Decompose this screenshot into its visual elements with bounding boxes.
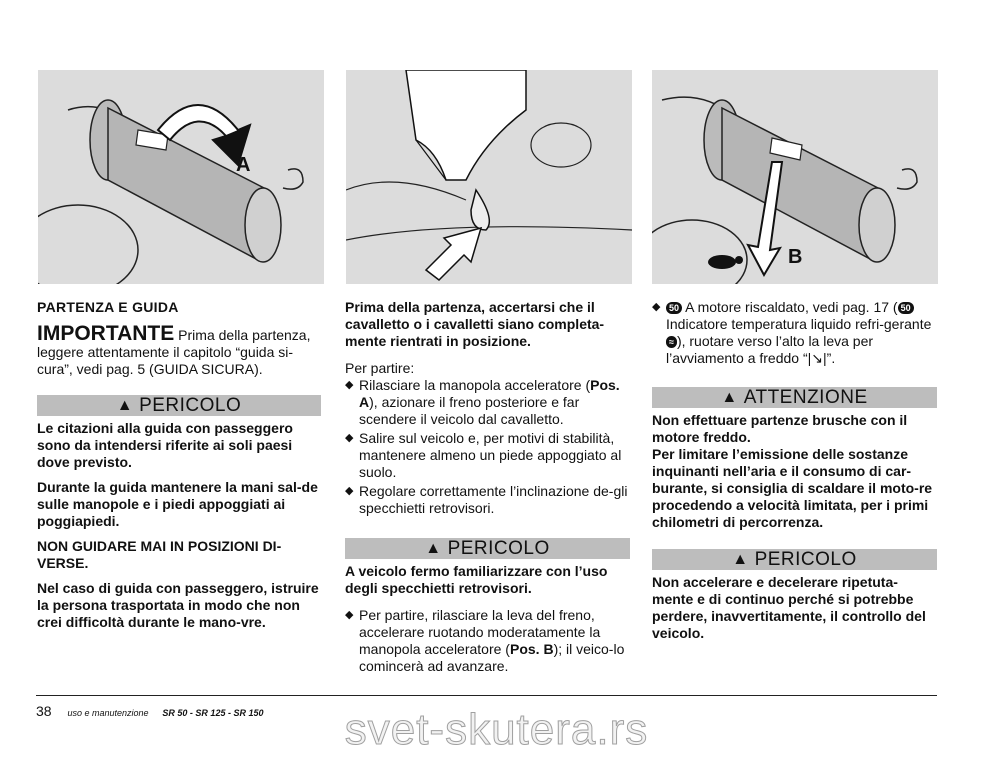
danger-text-4: Nel caso di guida con passeggero, istruire la persona trasportata in modo che non crei difficoltà durante le mano-vre.	[37, 580, 319, 630]
temperature-icon: ≈	[666, 336, 677, 348]
illustration-stand	[346, 70, 632, 284]
cold-start-list	[652, 299, 937, 367]
danger-banner-2	[345, 538, 630, 559]
manual-title: uso e manutenzione	[67, 708, 149, 718]
start-list	[345, 607, 630, 675]
warning-icon: ▲	[732, 550, 749, 568]
warning-icon: ▲	[116, 396, 134, 414]
model-50-badge: 50	[666, 302, 682, 314]
list-item: ◆ Per partire, rilasciare la leva del freno, accelerare ruotando moderatamente la manopola acceleratore (Pos. B); il veico-lo comincerà ad avanzare.	[345, 607, 630, 675]
important-note	[37, 322, 321, 378]
choke-symbol: |↘|	[807, 350, 827, 366]
list-item: ◆ Salire sul veicolo e, per motivi di stabilità, mantenere almeno un piede appoggiato al suolo.	[345, 430, 630, 481]
list-item: ◆ Regolare correttamente l’inclinazione de-gli specchietti retrovisori.	[345, 483, 630, 517]
illustration-throttle-accelerate	[652, 70, 938, 284]
per-partire-label: Per partire:	[345, 360, 415, 376]
model-range: SR 50 - SR 125 - SR 150	[162, 708, 264, 718]
column-right	[652, 299, 937, 650]
section-heading: PARTENZA E GUIDA	[37, 299, 179, 315]
column-middle	[345, 299, 630, 677]
label-a: A	[236, 154, 251, 176]
warning-icon: ▲	[425, 539, 442, 557]
label-b: B	[788, 246, 803, 268]
danger-text-throttle: Non accelerare e decelerare ripetuta-mente e di continuo perché si potrebbe perdere, inavvertitamente, il controllo del veicolo.	[652, 574, 926, 641]
danger-text-1: Le citazioni alla guida con passeggero sono da intendersi riferite ai soli paesi dove previsto.	[37, 420, 293, 470]
attention-text-1: Non effettuare partenze brusche con il motore freddo.	[652, 412, 908, 445]
danger-banner-3	[652, 549, 937, 570]
illustration-throttle-release	[38, 70, 324, 284]
watermark: svet-skutera.rs	[344, 705, 649, 754]
model-50-badge: 50	[898, 302, 914, 314]
throttle-grip-drawing	[38, 70, 324, 284]
list-item: ◆ Rilasciare la manopola acceleratore (Pos. A), azionare il freno posteriore e far scendere il veicolo dal cavalletto.	[345, 377, 630, 428]
column-left	[37, 299, 321, 639]
steps-list	[345, 377, 630, 517]
attention-banner	[652, 387, 937, 408]
danger-label: PERICOLO	[139, 394, 242, 416]
hand-and-stand-drawing	[346, 70, 632, 284]
page-number: 38	[36, 703, 52, 719]
danger-label: PERICOLO	[754, 548, 857, 570]
danger-text-mirrors: A veicolo fermo familiarizzare con l’uso degli specchietti retrovisori.	[345, 563, 608, 596]
important-text: Prima della partenza, leggere attentamente il capitolo “guida si-cura”, vedi pag. 5 (GUIDA SICURA).	[37, 327, 311, 377]
danger-text-3: NON GUIDARE MAI IN POSIZIONI DI-VERSE.	[37, 538, 282, 571]
attention-label: ATTENZIONE	[743, 386, 868, 408]
important-word: IMPORTANTE	[37, 322, 175, 345]
danger-banner-1	[37, 395, 321, 416]
attention-text-2: Per limitare l’emissione delle sostanze inquinanti nell’aria e il consumo di car-burante, si consiglia di scaldare il moto-re procedendo a velocità limitata, per i primi chilometri di percorrenza.	[652, 446, 933, 530]
list-item: ◆ 50 A motore riscaldato, vedi pag. 17 ( 50 Indicatore temperatura liquido refri-gerante ≈ ), ruotare verso l’alto la leva per l’avviamento a freddo “|↘|”.	[652, 299, 937, 367]
danger-label: PERICOLO	[447, 537, 550, 559]
footer-divider	[36, 695, 937, 696]
warning-icon: ▲	[721, 388, 738, 406]
danger-text-2: Durante la guida mantenere la mani sal-de sulle manopole e i piedi appoggiati ai poggiapiedi.	[37, 479, 318, 529]
intro-text: Prima della partenza, accertarsi che il cavalletto o i cavalletti siano completa-mente rientrati in posizione.	[345, 299, 605, 349]
